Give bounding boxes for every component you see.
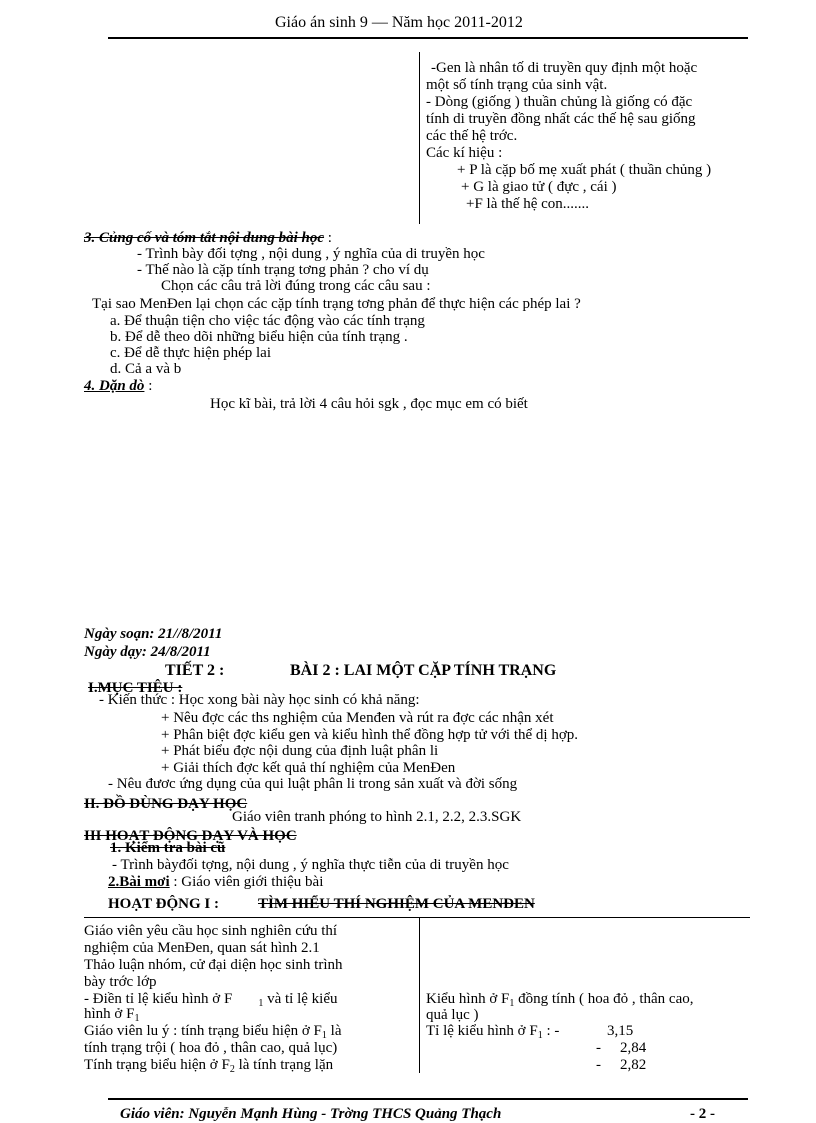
objective-2: + Phân biệt đợc kiểu gen và kiểu hình thể đồng hợp tử với thể dị hợp. [161,727,579,743]
review-instruction: Chọn các câu trả lời đúng trong các câu sau : [161,278,431,294]
bottom-table-divider [419,917,420,1073]
teacher-instruction-3: Thảo luận nhóm, cử đại diện học sinh trình [84,957,343,973]
f1-ratio-text: Tỉ lệ kiểu hình ở F [426,1023,538,1039]
ratio-dash-2: - [596,1040,601,1056]
f1-subscript: 1 [537,1030,543,1041]
teacher-instruction-1: Giáo viên yêu cầu học sinh nghiên cứu thí [84,923,338,939]
f1-ratio-text-2: : - [542,1023,560,1039]
header-rule [108,37,748,39]
f1-phenotype-line-2: quả lục ) [426,1007,479,1023]
footer-teacher: Giáo viên: Nguyễn Mạnh Hùng - Trờng THCS Quảng Thạch [120,1106,502,1122]
objective-4: + Giải thích đợc kết quả thí nghiệm của MenĐen [161,760,456,776]
dominant-note-text: Giáo viên lu ý : tính trạng biểu hiện ở F [84,1023,322,1039]
section-4-heading: 4. Dặn dò [84,378,145,394]
section-4-colon: : [144,378,153,394]
f2-subscript: 2 [229,1064,235,1075]
objective-1: + Nêu đợc các ths nghiệm của Menđen và rút ra đợc các nhận xét [161,710,554,726]
f1-subscript: 1 [258,998,264,1009]
symbol-f: +F là thế hệ con....... [466,196,590,212]
objective-3: + Phát biểu đợc nội dung của định luật phân li [161,743,439,759]
review-item-2: - Thế nào là cặp tính trạng tơng phản ? cho ví dụ [137,262,429,278]
new-lesson-line [108,874,323,891]
footer-page-number: - 2 - [690,1106,715,1122]
footer-rule [108,1098,748,1100]
symbol-p: + P là cặp bố mẹ xuất phát ( thuần chủng ) [457,162,712,178]
review-question: Tại sao MenĐen lại chọn các cặp tính trạng tơng phản để thực hiện các phép lai ? [92,296,581,312]
phenotype-f1-text: hình ở F [84,1006,135,1022]
pure-line-definition-1: - Dòng (giống ) thuần chủng là giống có đặc [426,94,693,110]
ratio-value-3: 2,82 [620,1057,647,1073]
objective-knowledge: - Kiến thức : Học xong bài này học sinh có khả năng: [99,692,420,708]
teacher-instruction-8: tính trạng trội ( hoa đỏ , thân cao, quả lục) [84,1040,338,1056]
teacher-instruction-4: bày trớc lớp [84,974,157,990]
check-old-lesson-heading: 1. Kiểm tra bài cũ [110,840,226,856]
f1-subscript: 1 [134,1013,140,1024]
dominant-note-text-2: là [326,1023,342,1039]
gen-definition-line-1: -Gen là nhân tố di truyền quy định một hoặc [431,60,698,76]
homework-text: Học kĩ bài, trả lời 4 câu hỏi sgk , đọc mục em có biết [210,396,528,412]
review-option-a: a. Để thuận tiện cho việc tác động vào các tính trạng [110,313,425,329]
new-lesson-text: : Giáo viên giới thiệu bài [169,874,324,890]
section-3-heading-line [84,230,332,247]
review-item-1: - Trình bày đối tợng , nội dung , ý nghĩa của di truyền học [137,246,485,262]
ratio-value-1: 3,15 [607,1023,634,1039]
f1-ratio-line [426,1023,559,1044]
fill-ratio-text: - Điền tỉ lệ kiểu hình ở F [84,991,233,1007]
date-taught: Ngày dạy: 24/8/2011 [84,644,211,660]
pure-line-definition-2: tính di truyền đồng nhất các thế hệ sau giống [426,111,696,127]
teacher-instruction-9 [84,1057,333,1078]
fill-ratio-text-2: và tỉ lệ kiểu [263,991,338,1007]
section-3-colon: : [324,230,332,246]
teacher-instruction-2: nghiệm của MenĐen, quan sát hình 2.1 [84,940,320,956]
bottom-table-top-rule [84,917,750,918]
period-label: TIẾT 2 : [165,662,225,679]
symbols-heading: Các kí hiệu : [426,145,503,161]
symbol-g: + G là giao tử ( đực , cái ) [461,179,617,195]
check-old-lesson-text: - Trình bàyđối tợng, nội dung , ý nghĩa thực tiễn của di truyền học [112,857,509,873]
new-lesson-label: 2.Bài mơi [108,874,170,890]
pure-line-definition-3: các thế hệ trớc. [426,128,518,144]
page-header-title: Giáo án sinh 9 — Năm học 2011-2012 [275,14,523,31]
ratio-dash-3: - [596,1057,601,1073]
materials-heading: II. ĐỒ DÙNG DẠY HỌC [84,796,248,812]
materials-text: Giáo viên tranh phóng to hình 2.1, 2.2, 2.3.SGK [232,809,522,825]
section-4-heading-line [84,378,152,395]
top-table-divider [419,52,420,224]
f1-subscript: 1 [509,998,515,1009]
review-option-c: c. Để dễ thực hiện phép lai [110,345,271,361]
f1-phenotype-text-2: đồng tính ( hoa đỏ , thân cao, [514,991,694,1007]
activity-1-label: HOẠT ĐỘNG I : [108,896,219,912]
objective-application: - Nêu đươc ứng dụng của qui luật phân li trong sản xuất và đời sống [108,776,518,792]
recessive-note-text: Tính trạng biểu hiện ở F [84,1057,230,1073]
review-option-b: b. Để dễ theo dõi những biểu hiện của tính trạng . [110,329,408,345]
lesson-title: BÀI 2 : LAI MỘT CẶP TÍNH TRẠNG [290,662,557,679]
f1-subscript: 1 [321,1030,327,1041]
objectives-heading: I.MỤC TIÊU : [88,680,183,696]
f1-phenotype-text: Kiểu hình ở F [426,991,510,1007]
gen-definition-line-2: một số tính trạng của sinh vật. [426,77,608,93]
activity-1-title: TÌM HIỂU THÍ NGHIỆM CỦA MENĐEN [258,896,535,912]
recessive-note-text-2: là tính trạng lặn [234,1057,334,1073]
date-prepared: Ngày soạn: 21//8/2011 [84,626,223,642]
activities-heading: III HOẠT ĐỘNG DẠY VÀ HỌC [84,828,297,844]
review-option-d: d. Cả a và b [110,361,182,377]
ratio-value-2: 2,84 [620,1040,647,1056]
section-3-heading: 3. Củng cố và tóm tắt nội dung bài học [84,230,325,246]
